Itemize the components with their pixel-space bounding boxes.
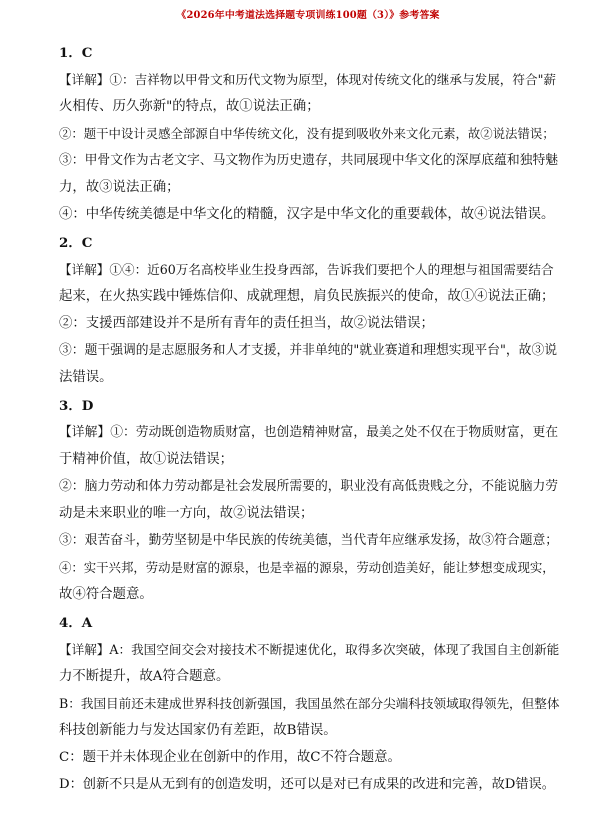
question-1-explanation-line: ②：题干中设计灵感全部源自中华传统文化，没有提到吸收外来文化元素，故②说法错误；: [59, 126, 555, 141]
question-4-number: 4．A: [59, 615, 93, 631]
question-1-explanation-line: 力，故③说法正确；: [59, 180, 180, 195]
question-1-explanation-line: 火相传、历久弥新"的特点，故①说法正确；: [59, 99, 320, 114]
question-2-explanation-line: 起来，在火热实践中锤炼信仰、成就理想，肩负民族振兴的使命，故①④说法正确；: [59, 289, 555, 304]
question-3-explanation-line: ④：实干兴邦，劳动是财富的源泉，也是幸福的源泉，劳动创造美好，能让梦想变成现实，: [59, 560, 555, 575]
question-3-explanation-line: 动是未来职业的唯一方向，故②说法错误；: [59, 506, 314, 521]
question-1-explanation-line: 【详解】①：吉祥物以甲骨文和历代文物为原型，体现对传统文化的继承与发展，符合"薪: [59, 72, 556, 87]
question-2-explanation-line: ②：支援西部建设并不是所有青年的责任担当，故②说法错误；: [59, 316, 434, 331]
question-4-explanation-line: 力不断提升，故A符合题意。: [59, 669, 230, 684]
question-3-explanation-line: 于精神价值，故①说法错误；: [59, 452, 234, 467]
question-4-explanation-line: B：我国目前还未建成世界科技创新强国，我国虽然在部分尖端科技领域取得领先，但整体: [59, 696, 560, 711]
question-3-explanation-line: ③：艰苦奋斗，勤劳坚韧是中华民族的传统美德，当代青年应继承发扬，故③符合题意；: [59, 533, 559, 548]
question-1-number: 1．C: [59, 45, 93, 61]
question-2-explanation-line: 【详解】①④：近60万名高校毕业生投身西部，告诉我们要把个人的理想与祖国需要结合: [59, 262, 554, 277]
question-2-number: 2．C: [59, 235, 93, 251]
question-2-explanation-line: ③：题干强调的是志愿服务和人才支援，并非单纯的"就业赛道和理想实现平台"，故③说: [59, 343, 558, 358]
question-4-explanation-line: C：题干并未体现企业在创新中的作用，故C不符合题意。: [59, 750, 401, 765]
question-4-explanation-line: D：创新不只是从无到有的创造发明，还可以是对已有成果的改进和完善，故D错误。: [59, 777, 555, 792]
question-1-explanation-line: ④：中华传统美德是中华文化的精髓，汉字是中华文化的重要载体，故④说法错误。: [59, 207, 555, 222]
question-4-explanation-line: 科技创新能力与发达国家仍有差距，故B错误。: [59, 723, 337, 738]
question-3-explanation-line: 【详解】①：劳动既创造物质财富，也创造精神财富，最美之处不仅在于物质财富，更在: [59, 425, 559, 440]
question-1-explanation-line: ③：甲骨文作为古老文字、马文物作为历史遗存，共同展现中华文化的深厚底蕴和独特魅: [59, 153, 559, 168]
page-title: 《2026年中考道法选择题专项训练100题（3）》参考答案: [176, 10, 440, 21]
question-3-explanation-line: 故④符合题意。: [59, 587, 153, 602]
question-3-explanation-line: ②：脑力劳动和体力劳动都是社会发展所需要的，职业没有高低贵贱之分，不能说脑力劳: [59, 479, 559, 494]
question-3-number: 3．D: [59, 398, 94, 414]
question-4-explanation-line: 【详解】A：我国空间交会对接技术不断提速优化，取得多次突破，体现了我国自主创新能: [59, 642, 560, 657]
question-2-explanation-line: 法错误。: [59, 370, 113, 385]
